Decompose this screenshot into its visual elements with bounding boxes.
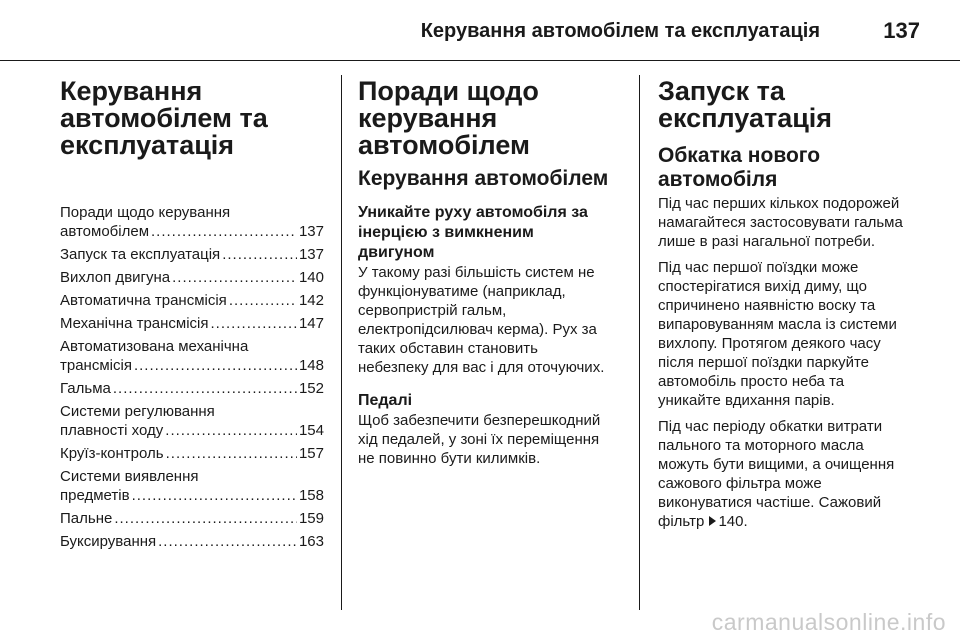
page-reference-arrow-icon (709, 516, 716, 526)
paragraph: Під час перших кількох подорожей намагайтеся застосовувати гальма лише в разі нагальної потреби. (658, 195, 903, 250)
page-reference-link[interactable]: 140. (718, 513, 748, 530)
toc-entry[interactable]: Автоматизована механічна трансмісія ..... 148 (60, 337, 324, 375)
table-of-contents (60, 203, 324, 551)
column-divider-2 (639, 75, 640, 610)
watermark: carmanualsonline.info (711, 609, 946, 635)
chapter-title: Керування автомобілем та експлуатація (60, 76, 268, 160)
subsection-title: Обкатка нового автомобіля (658, 144, 821, 191)
paragraph: У такому разі більшість систем не функціонуватиме (наприклад, сервопристрій гальм, електропідсилювач керма). Рух за таких обставин становить небезпеку для вас і для оточуючих. (358, 264, 605, 376)
subsection-title: Керування автомобілем (358, 167, 609, 190)
toc-entry[interactable]: Автоматична трансмісія ..... 142 (60, 291, 324, 310)
toc-entry[interactable]: Гальма ..... 152 (60, 379, 324, 398)
heading-coasting: Уникайте руху автомобіля за інерцією з вимкненим двигуном (358, 204, 588, 261)
header-divider (0, 60, 960, 61)
toc-entry[interactable]: Механічна трансмісія ..... 147 (60, 314, 324, 333)
column-3 (658, 78, 926, 538)
toc-entry[interactable]: Поради щодо керування автомобілем ..... 137 (60, 203, 324, 241)
column-2 (358, 78, 624, 475)
column-1 (60, 78, 324, 555)
toc-entry[interactable]: Круїз-контроль ..... 157 (60, 444, 324, 463)
heading-pedals: Педалі (358, 392, 413, 409)
toc-entry[interactable]: Системи виявлення предметів ..... 158 (60, 467, 324, 505)
paragraph: Під час першої поїздки може спостерігатися вихід диму, що спричинено наявністю воску та випаровуванням масла із системи вихлопу. Протягом деякого часу після першої поїздки паркуйте автомобіль просто неба та уникайте вдихання парів. (658, 259, 897, 409)
running-header-title: Керування автомобілем та експлуатація (420, 20, 820, 42)
toc-entry[interactable]: Вихлоп двигуна ..... 140 (60, 268, 324, 287)
paragraph: Під час періоду обкатки витрати пального та моторного масла можуть бути вищими, а очищення сажового фільтра може виконуватися частіше. Сажовий фільтр 140. (658, 418, 895, 530)
page-number: 137 (883, 18, 920, 43)
toc-entry[interactable]: Системи регулювання плавності ходу ..... 154 (60, 402, 324, 440)
paragraph: Щоб забезпечити безперешкодний хід педалей, у зоні їх переміщення не повинно бути килимків. (358, 412, 601, 467)
toc-entry[interactable]: Пальне ..... 159 (60, 509, 324, 528)
toc-entry[interactable]: Запуск та експлуатація ..... 137 (60, 245, 324, 264)
column-divider-1 (341, 75, 342, 610)
section-title: Поради щодо керування автомобілем (358, 76, 539, 160)
section-title: Запуск та експлуатація (658, 76, 833, 133)
toc-entry[interactable]: Буксирування ..... 163 (60, 532, 324, 551)
